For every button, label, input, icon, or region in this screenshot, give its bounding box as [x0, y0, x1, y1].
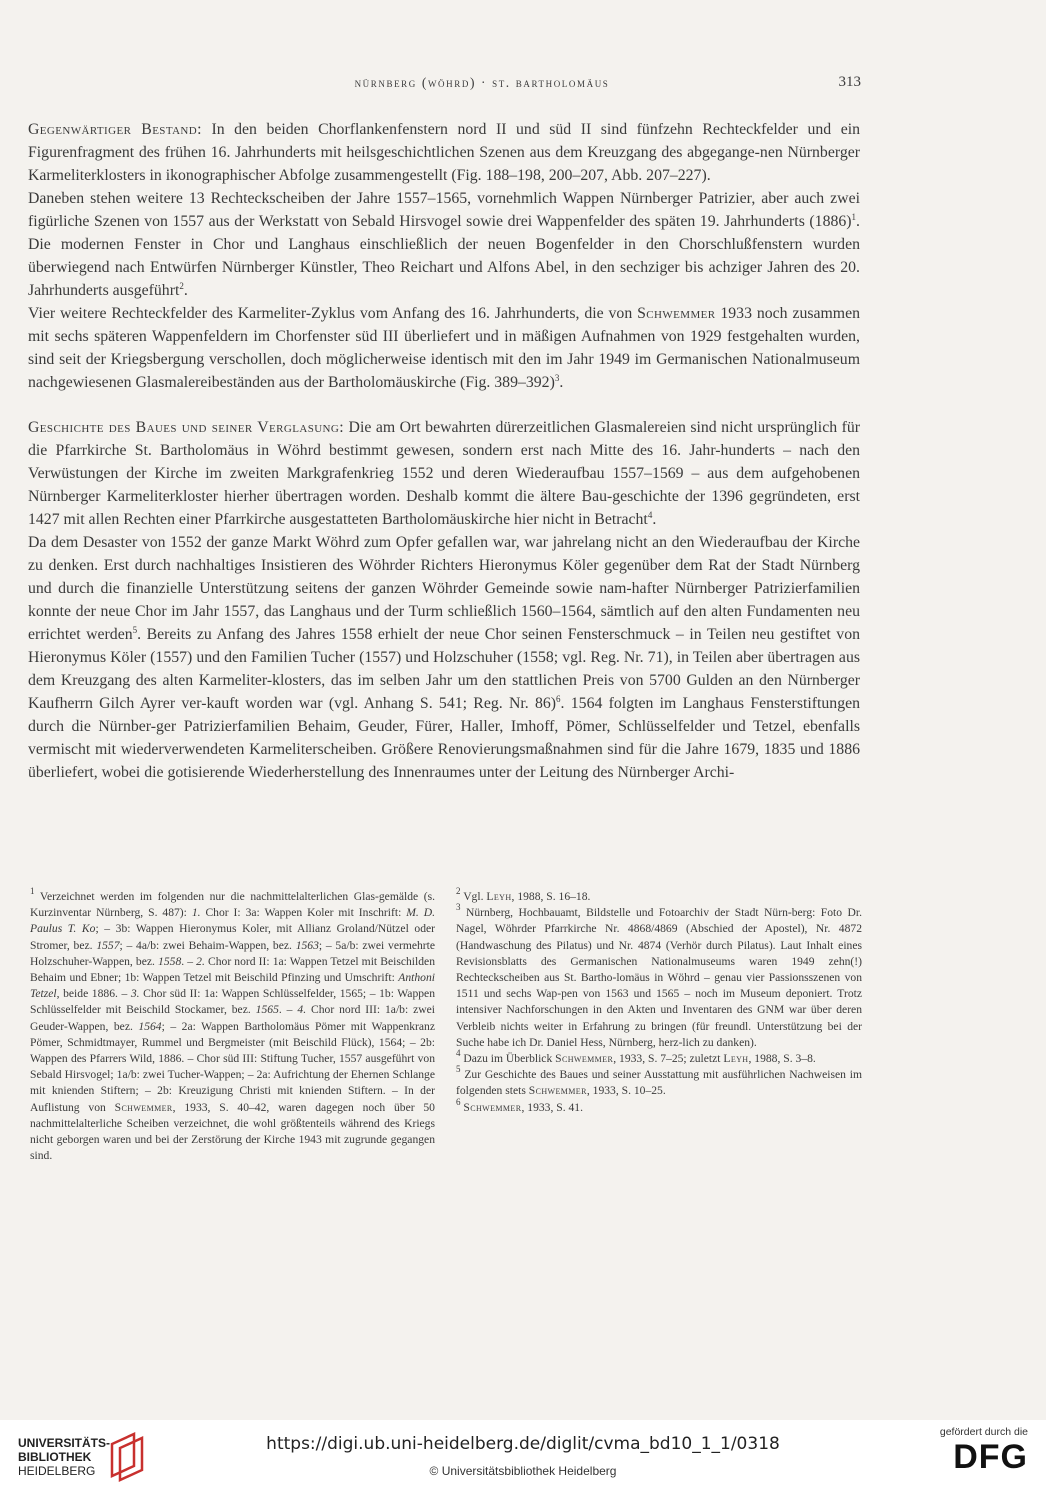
- footnote-2: [456, 886, 862, 905]
- footnote-text: ; – 2a: Wappen Bartholomäus Pömer mit Wappenkranz Pömer, Schmidtmayer, Rummel und Bergmeister (mit Beischild Flück), 1564; – 2b: Wappen des Pfarrers Wild, 1886. – Chor süd III: Stiftung Tucher, 1557 ausgeführt von Sebald Hirsvogel; 1a/b: zwei Tucher-Wappen; – 2a: Aufrichtung der Ehernen Schlange mit knienden Stiftern; – 2b: Kreuzigung Christi mit knienden Stiftern. – In der Auflistung von: [30, 1019, 435, 1114]
- paragraph-text: Da dem Desaster von 1552 der ganze Markt Wöhrd zum Opfer gefallen war, war jahrelang nicht an den Wiederaufbau der Kirche zu denken. Erst durch nachhaltiges Insistieren des Wöhrder Richters Hieronymus Köler gegenüber dem Rat der Stadt Nürnberg und durch die finanzielle Unterstützung seitens der ganzen Wöhrder Gemeinde sowie nam-hafter Nürnberger Patrizierfamilien konnte der neue Chor im Jahr 1557, das Langhaus und der Turm schließlich 1560–1564, sämtlich auf den alten Fundamenten neu errichtet werden: [28, 534, 860, 643]
- funded-by-label: gefördert durch die: [939, 1426, 1028, 1438]
- footnote-number: 5: [456, 1064, 461, 1075]
- author-name: Schwemmer: [528, 1084, 587, 1098]
- footnote-number: 6: [456, 1096, 461, 1107]
- page-number: 313: [838, 74, 861, 90]
- footnote-text: Anthoni Tetzel: [30, 971, 435, 1001]
- footnote-text: M. D. Paulus T. Ko: [30, 906, 435, 936]
- footnote-text: 1558: [158, 954, 182, 968]
- author-name: Leyh: [723, 1052, 749, 1066]
- footnote-text: . –: [181, 954, 197, 968]
- section-heading: Geschichte des Baues und seiner Verglasung:: [28, 419, 345, 436]
- footnote-5: [456, 1064, 862, 1099]
- footnote-text: Chor nord II: 1a: Wappen Tetzel mit Beischilden Behaim und Ebner; 1b: Wappen Tetzel mit Beischild Pfinzing und Umschrift:: [30, 954, 435, 985]
- running-title: nürnberg (wöhrd) · st. bartholomäus: [354, 75, 610, 90]
- footnote-number: 3: [456, 902, 461, 913]
- footnote-text: . –: [278, 1003, 298, 1017]
- footnote-3: [456, 902, 862, 1051]
- footnote-text: ; – 3b: Wappen Hieronymus Koler, mit Allianz Groland/Nützel oder Stromer, bez.: [30, 922, 435, 952]
- footnote-text: 1.: [191, 906, 201, 920]
- footnote-text: , 1988, S. 16–18.: [511, 890, 591, 903]
- paragraph-history: [28, 416, 860, 531]
- paragraph-text: .: [183, 282, 188, 299]
- viewer-footer: [0, 1420, 1046, 1495]
- author-name: Schwemmer: [463, 1100, 522, 1114]
- footnote-text: Chor nord III: 1a/b: zwei Geuder-Wappen, bez.: [30, 1003, 435, 1033]
- author-name: Schwemmer: [555, 1052, 614, 1066]
- dfg-logo-text: DFG: [953, 1438, 1028, 1476]
- paragraph-text: Vier weitere Rechteckfelder des Karmeliter-Zyklus vom Anfang des 16. Jahrhunderts, die von: [28, 305, 638, 322]
- footnotes-right-column: [456, 886, 862, 1116]
- library-name-line: HEIDELBERG: [18, 1464, 96, 1478]
- footnote-number: 1: [30, 886, 35, 896]
- main-text: [28, 118, 860, 784]
- footnote-text: Verzeichnet werden im folgenden nur die nachmittelalterlichen Glas-gemälde (s. Kurzinventar Nürnberg, S. 487):: [30, 890, 435, 920]
- footnote-ref[interactable]: 3: [554, 373, 560, 383]
- paragraph-text: .: [559, 374, 564, 391]
- author-name: Leyh: [486, 890, 512, 903]
- footnote-text: 1557: [96, 938, 120, 952]
- paragraph-text: . Die modernen Fenster in Chor und Langhaus einschließlich der neuen Bogenfelder in den Chorschlußfenstern wurden überwiegend nach Entwürfen Nürnberger Künstler, Theo Reichart und Alfons Abel, in den sechziger bis achziger Jahren des 20. Jahrhunderts ausgeführt: [28, 213, 860, 299]
- paragraph-text: Die am Ort bewahrten dürerzeitlichen Glasmalereien sind nicht ursprünglich für die Pfarrkirche St. Bartholomäus in Wöhrd bestimmt gewesen, sondern erst nach Mitte des 16. Jahr-hunderts – nach den Verwüstungen der Kirche im zweiten Markgrafenkrieg 1552 und deren Wiederaufbau 1557–1569 – aus dem aufgehobenen Nürnberger Karmeliterkloster hierher übertragen worden. Deshalb kommt die ältere Bau-geschichte der 1396 gegründeten, erst 1427 mit allen Rechten einer Pfarrkirche ausgestatteten Bartholomäuskirche hier nicht in Betracht: [28, 419, 861, 528]
- footnote-4: [456, 1048, 862, 1067]
- footnote-ref[interactable]: 6: [556, 694, 561, 704]
- paragraph-current-state: [28, 118, 860, 187]
- footnote-ref[interactable]: 1: [851, 212, 857, 222]
- footnote-text: Chor süd II: 1a: Wappen Schlüsselfelder, 1565; – 1b: Wappen Schlüsselfelder mit Beischild Stockamer, bez.: [30, 987, 435, 1017]
- footnote-text: , beide 1886. –: [56, 987, 131, 1001]
- footnote-ref[interactable]: 5: [132, 625, 138, 635]
- author-name: Schwemmer: [114, 1100, 173, 1114]
- paragraph-text: . Bereits zu Anfang des Jahres 1558 erhielt der neue Chor seinen Fensterschmuck – in Teilen neu gestiftet von Hieronymus Köler (1557) und den Familien Tucher (1557) und Holzschuher (1558; vgl. Reg. Nr. 71), in Teilen aber übertragen aus dem Kreuzgang des alten Karmeliter-klosters, das im selben Jahr um den stattlichen Preis von 5700 Gulden an den Nürnberger Kaufherrn Gilch Ayrer ver-kauft worden war (vgl. Anhang S. 541; Reg. Nr. 86): [28, 626, 860, 712]
- paragraph-text: . 1564 folgten im Langhaus Fensterstiftungen durch die Nürnber-ger Patrizierfamilien Behaim, Geuder, Fürer, Haller, Imhoff, Pömer, Schlüsselfelder und Tetzel, ebenfalls vermischt mit wiederverwendeten Karmeliterscheiben. Größere Renovierungsmaßnahmen sind für die Jahre 1679, 1835 und 1886 überliefert, wobei die gotisierende Wiederherstellung des Innenraumes unter der Leitung des Nürnberger Archi-: [28, 695, 860, 781]
- footnote-number: 4: [456, 1048, 461, 1059]
- library-name-line: UNIVERSITÄTS-: [18, 1436, 111, 1450]
- footnote-text: 3.: [130, 987, 140, 1001]
- footnote-text: Zur Geschichte des Baues und seiner Ausstattung mit ausführlichen Nachweisen im folgenden stets: [456, 1068, 862, 1098]
- copyright-notice: © Universitätsbibliothek Heidelberg: [429, 1464, 617, 1478]
- funder-logo[interactable]: [924, 1426, 1028, 1476]
- paragraph-text: .: [652, 511, 657, 528]
- section-heading: Gegenwärtiger Bestand:: [28, 121, 202, 138]
- footnote-text: 1565: [255, 1003, 279, 1017]
- footnote-text: 2.: [196, 954, 205, 968]
- footnotes-left-column: [30, 886, 436, 1164]
- footnote-text: , 1933, S. 10–25.: [586, 1084, 666, 1098]
- source-url-link[interactable]: https://digi.ub.uni-heidelberg.de/diglit/cvma_bd10_1_1/0318: [266, 1434, 780, 1454]
- footnote-text: 4.: [297, 1003, 307, 1017]
- paragraph: [28, 187, 860, 302]
- footnote-1: [30, 886, 436, 1164]
- paragraph: [28, 302, 860, 394]
- author-name: Schwemmer: [637, 305, 716, 322]
- footnote-text: Dazu im Überblick: [460, 1052, 556, 1066]
- footnote-text: , 1988, S. 3–8.: [748, 1052, 816, 1066]
- footnote-text: Chor I: 3a: Wappen Koler mit Inschrift:: [200, 906, 407, 920]
- footnote-number: 2: [456, 886, 461, 896]
- paragraph-text: 1933 noch zusammen mit sechs späteren Wappenfeldern im Chorfenster süd III überliefert und in mäßigen Aufnahmen von 1929 festgehalten wurden, sind seit der Kriegsbergung verschollen, doch möglicherweise identisch mit den im Jahr 1949 im Germanischen Nationalmuseum nachgewiesenen Glasmalereibeständen aus der Bartholomäuskirche (Fig. 389–392): [28, 305, 860, 391]
- running-header: [0, 72, 1046, 94]
- footnote-text: Vgl.: [460, 890, 487, 903]
- footnote-6: [456, 1096, 862, 1116]
- footnote-text: 1563: [295, 938, 319, 952]
- footnote-text: , 1933, S. 41.: [521, 1100, 583, 1114]
- footnote-text: 1564: [138, 1019, 162, 1033]
- paragraph-text: Daneben stehen weitere 13 Rechteckscheiben der Jahre 1557–1565, vornehmlich Wappen Nürnberger Patrizier, aber auch zwei figürliche Szenen von 1557 aus der Werkstatt von Sebald Hirsvogel sowie drei Wappenfelder des späten 19. Jahrhunderts (1886): [28, 190, 860, 230]
- footnote-text: , 1933, S. 40–42, waren dagegen noch über 50 nachmittelalterliche Scheiben verzeichnet, die wohl größtenteils während des Kriegs nicht geborgen waren und bei der Zerstörung der Kirche 1943 mit zugrunde gegangen sind.: [30, 1100, 435, 1163]
- paragraph-text: In den beiden Chorflankenfenstern nord II und süd II sind fünfzehn Rechteckfelder und ein Figurenfragment des frühen 16. Jahrhunderts mit heilsgeschichtlichen Szenen aus dem Kreuzgang des abgegange-nen Nürnberger Karmeliterklosters in ikonographischer Abfolge zusammengestellt (Fig. 188–198, 200–207, Abb. 207–227).: [28, 121, 860, 184]
- footnote-text: Nürnberg, Hochbauamt, Bildstelle und Fotoarchiv der Stadt Nürn-berg: Foto Dr. Nagel, Wöhrder Pfarrkirche Nr. 4868/4869 (Abschied der Apostel), Nr. 4872 (Handwaschung des Pilatus) und Nr. 4874 (Verhör durch Pilatus). Laut Inhalt eines Revisionsblatts des Germanischen Nationalmuseums waren 1949 zehn(!) Rechteckscheiben aus St. Bartho-lomäus in Wöhrd – genau vier Passionsszenen von 1511 und sechs Wap-pen von 1563 und 1565 – noch im Museum deponiert. Trotz intensiver Nachforschungen in den Akten und Inventaren des GNM war über deren Verbleib nichts weiter in Erfahrung zu bringen (für freundl. Unterstützung bei der Suche habe ich Dr. Daniel Hess, Nürnberg, herz-lich zu danken).: [456, 906, 862, 1049]
- footnote-ref[interactable]: 2: [179, 281, 184, 291]
- paragraph: [28, 531, 860, 784]
- footnote-text: ; – 4a/b: zwei Behaim-Wappen, bez.: [119, 938, 296, 952]
- footnote-text: ; – 5a/b: zwei vermehrte Holzschuher-Wappen, bez.: [30, 938, 436, 968]
- footnote-ref[interactable]: 4: [647, 510, 653, 520]
- footnote-text: , 1933, S. 7–25; zuletzt: [613, 1052, 724, 1066]
- library-name-line: BIBLIOTHEK: [18, 1450, 92, 1464]
